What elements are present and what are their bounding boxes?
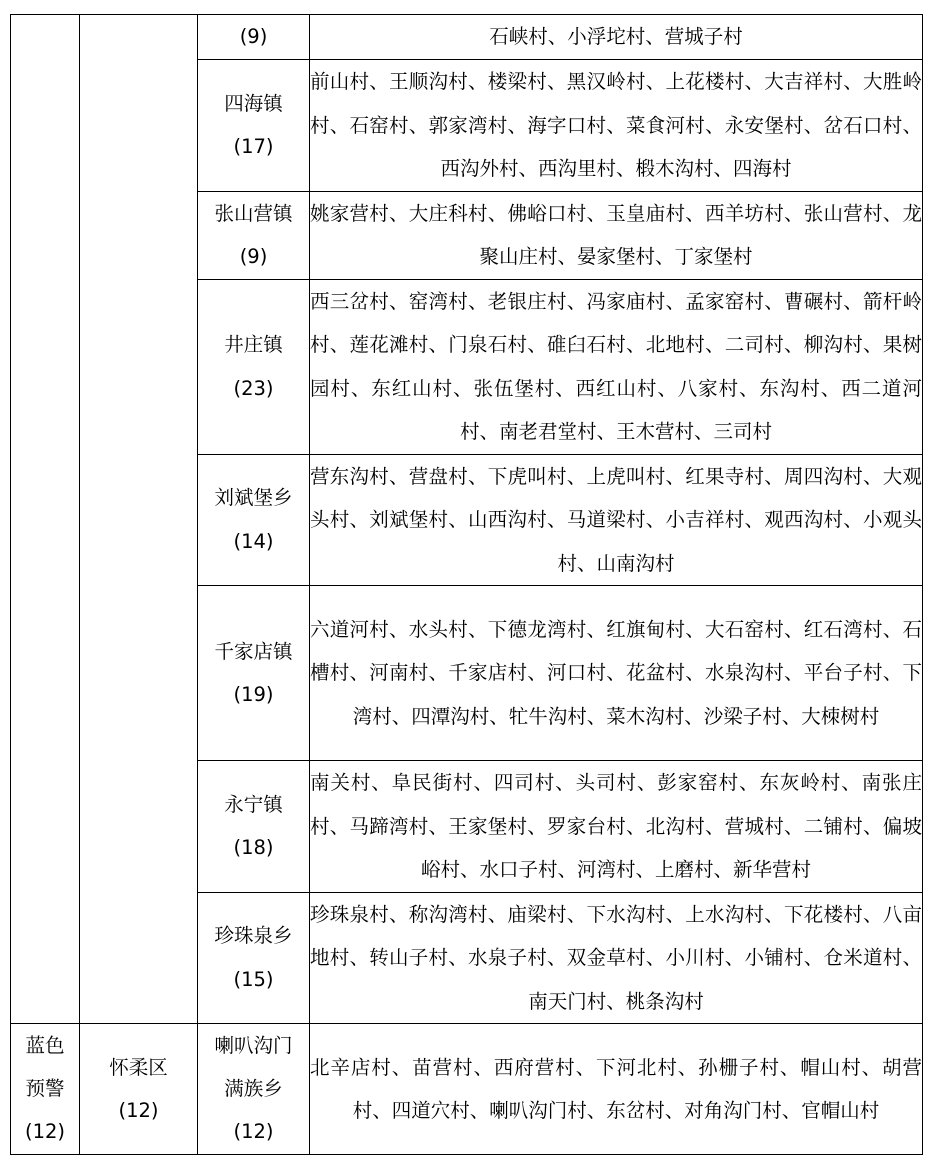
town-name: 喇叭沟门满族乡 <box>214 1034 293 1101</box>
town-name: 千家店镇 <box>214 639 293 663</box>
villages-cell: 南关村、阜民街村、四司村、头司村、彭家窑村、东灰岭村、南张庄村、马蹄湾村、王家堡村、罗家台村、北沟村、营城村、二铺村、偏坡峪村、水口子村、河湾村、上磨村、新华营村 <box>310 761 923 893</box>
level-cell-empty <box>11 15 80 1024</box>
villages-cell: 六道河村、水头村、下德龙湾村、红旗甸村、大石窑村、红石湾村、石槽村、河南村、千家店村、河口村、花盆村、水泉沟村、平台子村、下湾村、四潭沟村、牤牛沟村、菜木沟村、沙梁子村、大栜树村 <box>310 586 923 761</box>
town-cell <box>198 454 310 586</box>
town-cell <box>198 15 310 60</box>
table-row <box>11 1024 923 1155</box>
district-count: (12) <box>118 1099 159 1122</box>
villages-cell: 珍珠泉村、称沟湾村、庙梁村、下水沟村、上水沟村、下花楼村、八亩地村、转山子村、水泉子村、双金草村、小川村、小铺村、仓米道村、南天门村、桃条沟村 <box>310 892 923 1024</box>
town-cell <box>198 191 310 279</box>
villages-cell: 前山村、王顺沟村、楼梁村、黑汉岭村、上花楼村、大吉祥村、大胜岭村、石窑村、郭家湾村、海字口村、菜食河村、永安堡村、岔石口村、西沟外村、西沟里村、椴木沟村、四海村 <box>310 60 923 192</box>
villages-cell: 北辛店村、苗营村、西府营村、下河北村、孙栅子村、帽山村、胡营村、四道穴村、喇叭沟门村、东岔村、对角沟门村、官帽山村 <box>310 1024 923 1155</box>
town-cell <box>198 279 310 454</box>
table-row <box>11 15 923 60</box>
villages-cell: 营东沟村、营盘村、下虎叫村、上虎叫村、红果寺村、周四沟村、大观头村、刘斌堡村、山西沟村、马道梁村、小吉祥村、观西沟村、小观头村、山南沟村 <box>310 454 923 586</box>
town-name: 张山营镇 <box>214 201 293 225</box>
villages-cell: 石峡村、小浮坨村、营城子村 <box>310 15 923 60</box>
town-cell <box>198 892 310 1024</box>
warning-level-cell <box>11 1024 80 1155</box>
town-name: 井庄镇 <box>224 333 283 356</box>
town-cell <box>198 761 310 893</box>
village-count: (15) <box>233 967 274 991</box>
district-name: 怀柔区 <box>109 1055 168 1079</box>
village-count: (23) <box>233 376 274 400</box>
town-cell <box>198 1024 310 1155</box>
town-cell <box>198 586 310 761</box>
warning-level-count: (12) <box>24 1120 66 1144</box>
district-cell-empty <box>80 15 198 1024</box>
district-cell <box>80 1024 198 1155</box>
village-count: (17) <box>233 135 274 159</box>
warning-level: 蓝色预警 <box>25 1034 65 1101</box>
village-table <box>10 14 923 1155</box>
town-name: 四海镇 <box>224 91 283 115</box>
villages-cell: 姚家营村、大庄科村、佛峪口村、玉皇庙村、西羊坊村、张山营村、龙聚山庄村、晏家堡村、丁家堡村 <box>310 191 923 279</box>
village-count: (18) <box>233 836 274 860</box>
town-cell <box>198 60 310 192</box>
town-name: 珍珠泉乡 <box>214 924 293 948</box>
village-count: (9) <box>239 245 268 268</box>
village-count: (9) <box>239 25 268 49</box>
town-name: 永宁镇 <box>224 792 283 816</box>
town-name: 刘斌堡乡 <box>214 486 293 510</box>
villages-cell: 西三岔村、窑湾村、老银庄村、冯家庙村、孟家窑村、曹碾村、箭杆岭村、莲花滩村、门泉石村、碓臼石村、北地村、二司村、柳沟村、果树园村、东红山村、张伍堡村、西红山村、八家村、东沟村、西二道河村、南老君堂村、王木营村、三司村 <box>310 279 923 454</box>
village-count: (19) <box>233 683 274 706</box>
village-count: (12) <box>233 1120 274 1144</box>
village-count: (14) <box>233 529 274 553</box>
